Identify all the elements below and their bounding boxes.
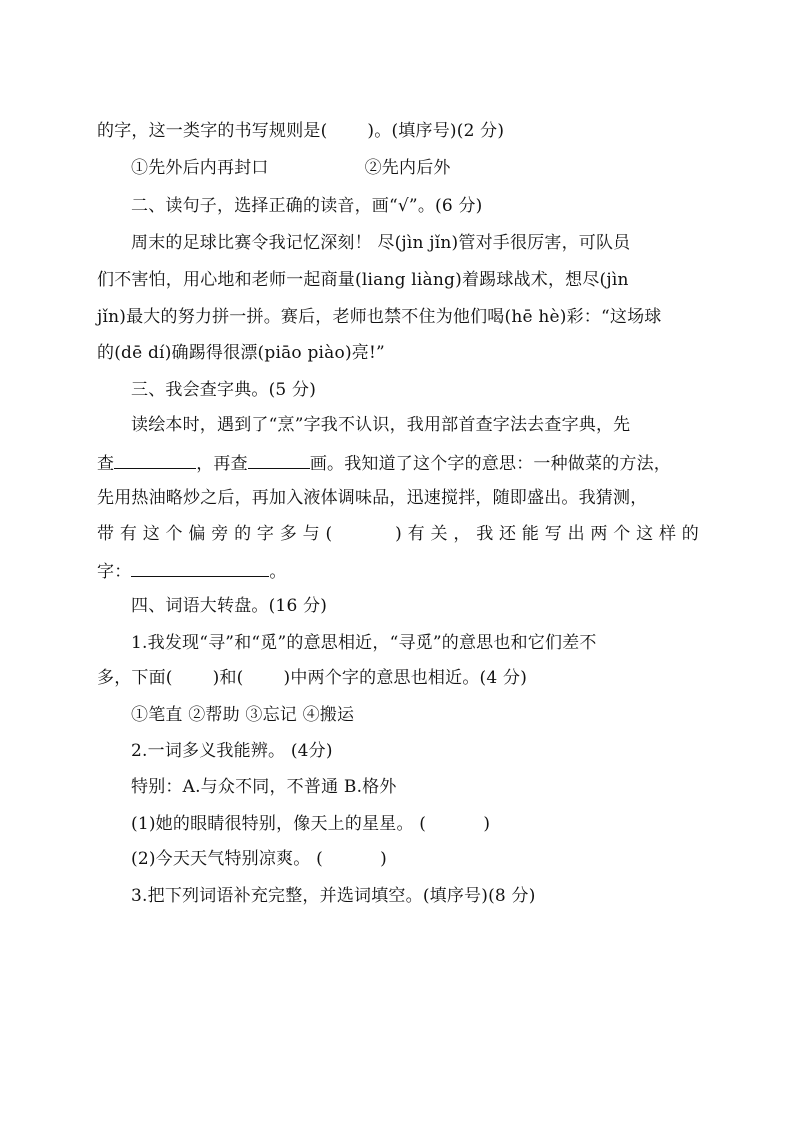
char: 两	[590, 524, 608, 544]
q1-options	[131, 156, 699, 180]
char: 还	[499, 524, 517, 544]
q4-2-item-1: (1)她的眼睛很特别，像天上的星星。 ( )	[131, 814, 491, 834]
char: 这	[142, 524, 160, 544]
text-segment: 查	[97, 454, 115, 474]
char: 出	[567, 524, 585, 544]
char: 个	[613, 524, 631, 544]
section-2-heading: 二、读句子，选择正确的读音，画“√”。(6 分)	[131, 196, 483, 216]
q4-1-options: ①笔直 ②帮助 ③忘记 ④搬运	[131, 705, 355, 725]
char: 与	[302, 524, 320, 544]
char: 有	[119, 524, 138, 544]
section-3-text-line-2	[97, 451, 699, 476]
q4-3-heading: 3.把下列词语补充完整，并选词填空。(填序号)(8 分)	[131, 886, 536, 906]
char: (	[325, 524, 333, 544]
meaning-blank[interactable]	[338, 522, 390, 546]
char: 写	[544, 524, 562, 544]
q4-1-line-1: 1.我发现“寻”和“觅”的意思相近，“寻觅”的意思也和它们差不	[131, 633, 597, 653]
char: 旁	[211, 524, 229, 544]
q1-option-2: ②先内后外	[364, 158, 451, 178]
char: 个	[165, 524, 183, 544]
char: 这	[636, 524, 654, 544]
section-2-text-line-3: jǐn)最大的努力拼一拼。赛后，老师也禁不住为他们喝(hē hè)彩：“这场球	[97, 307, 662, 327]
text-segment: 字：	[97, 562, 132, 582]
section-2-text-line-2: 们不害怕，用心地和老师一起商量(liang liàng)着踢球战术，想尽(jìn	[97, 270, 629, 290]
char: 的	[234, 524, 252, 544]
section-2-text-line-1: 周末的足球比赛令我记忆深刻！ 尽(jìn jǐn)管对手很厉害，可队员	[131, 233, 631, 253]
char: 多	[279, 524, 297, 544]
char: 的	[681, 524, 699, 544]
q4-2-definitions: 特别：A.与众不同，不普通 B.格外	[131, 777, 397, 797]
section-3-heading: 三、我会查字典。(5 分)	[131, 380, 317, 400]
char: 样	[658, 524, 677, 544]
char: 能	[521, 524, 540, 544]
char: 字	[256, 524, 275, 544]
radical-blank[interactable]	[114, 451, 196, 469]
char: 我	[476, 524, 494, 544]
strokes-blank[interactable]	[248, 451, 310, 469]
text-segment: 画。我知道了这个字的意思：一种做菜的方法，	[309, 454, 672, 474]
char: 偏	[188, 524, 206, 544]
section-2-text-line-4: 的(dē dí)确踢得很漂(piāo piào)亮!”	[97, 343, 385, 363]
section-4-heading: 四、词语大转盘。(16 分)	[131, 596, 328, 616]
section-3-text-line-1: 读绘本时，遇到了“烹”字我不认识，我用部首查字法去查字典，先	[131, 415, 631, 435]
text-segment: ，再查	[196, 454, 248, 474]
q4-1-line-2: 多，下面( )和( )中两个字的意思也相近。(4 分)	[97, 668, 528, 688]
section-3-text-line-5	[97, 559, 699, 584]
q4-2-item-2: (2)今天天气特别凉爽。 ( )	[131, 849, 387, 869]
char: ，	[453, 524, 471, 544]
text-segment: 。	[269, 562, 287, 582]
q1-option-1: ①先外后内再封口	[131, 158, 269, 178]
two-characters-blank[interactable]	[131, 559, 269, 577]
section-3-text-line-4	[97, 522, 699, 546]
q1-rule-line: 的字，这一类字的书写规则是( )。(填序号)(2 分)	[97, 121, 505, 141]
char: 带	[97, 524, 115, 544]
char: 关	[430, 524, 448, 544]
char: 有	[407, 524, 425, 544]
char: )	[395, 524, 403, 544]
q4-2-heading: 2.一词多义我能辨。 (4分)	[131, 741, 333, 761]
section-3-text-line-3: 先用热油略炒之后，再加入液体调味品，迅速搅拌，随即盛出。我猜测，	[97, 488, 648, 508]
